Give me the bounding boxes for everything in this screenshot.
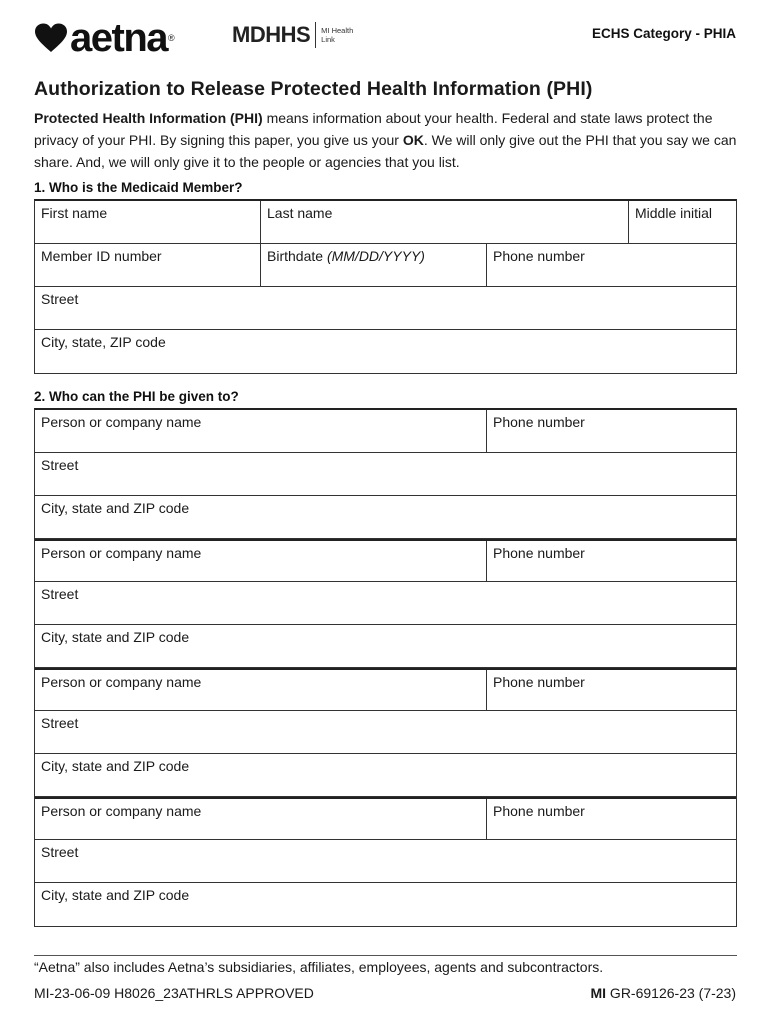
recipient-city-row — [35, 883, 736, 926]
recipient-name-field[interactable]: Person or company name — [35, 799, 487, 839]
page-title: Authorization to Release Protected Health Information (PHI) — [34, 78, 593, 100]
recipient-name-field[interactable]: Person or company name — [35, 670, 487, 710]
member-city-row — [35, 330, 736, 373]
member-street-row — [35, 287, 736, 330]
recipient-name-row — [35, 797, 736, 840]
recipient-name-row — [35, 410, 736, 453]
mi-health-link-text: MI Health Link — [321, 26, 354, 44]
intro-paragraph: Protected Health Information (PHI) means information about your health. Federal and state laws protect the privacy of your PHI. By signing this paper, you give us your OK. We will only give out the PHI that you say we can share. And, we will only give it to the people or agencies that you list. — [34, 110, 737, 170]
recipient-name-field[interactable]: Person or company name — [35, 410, 487, 452]
approval-code: MI-23-06-09 H8026_23ATHRLS APPROVED — [34, 985, 314, 1001]
recipient-name-field[interactable]: Person or company name — [35, 541, 487, 581]
recipient-city-field[interactable]: City, state and ZIP code — [41, 887, 190, 903]
recipient-phone-field[interactable]: Phone number — [493, 803, 585, 819]
member-street-field[interactable]: Street — [41, 291, 79, 307]
recipient-street-row — [35, 453, 736, 496]
aetna-definition-note: “Aetna” also includes Aetna’s subsidiaries, affiliates, employees, agents and subcontractors. — [34, 959, 604, 975]
middle-initial-field[interactable]: Middle initial — [635, 205, 713, 221]
recipients-table — [34, 408, 737, 927]
aetna-logo: aetna ® — [34, 16, 175, 60]
member-phone-field[interactable]: Phone number — [493, 248, 585, 264]
recipient-phone-field[interactable]: Phone number — [493, 414, 585, 430]
member-city-field[interactable]: City, state, ZIP code — [41, 334, 166, 350]
recipient-phone-field[interactable]: Phone number — [493, 545, 585, 561]
first-name-field[interactable]: First name — [35, 201, 261, 243]
member-name-row — [35, 201, 736, 244]
recipient-street-row — [35, 711, 736, 754]
section-1-heading: 1. Who is the Medicaid Member? — [34, 180, 243, 195]
section-2-heading: 2. Who can the PHI be given to? — [34, 389, 239, 404]
recipient-city-row — [35, 625, 736, 668]
form-number: MI GR-69126-23 (7-23) — [590, 985, 736, 1001]
heart-icon — [34, 23, 68, 53]
recipient-city-field[interactable]: City, state and ZIP code — [41, 629, 190, 645]
recipient-street-field[interactable]: Street — [41, 457, 79, 473]
birthdate-field[interactable]: Birthdate (MM/DD/YYYY) — [261, 244, 487, 286]
mdhhs-wordmark: MDHHS — [232, 22, 311, 47]
footer-divider — [34, 955, 737, 956]
recipient-name-row — [35, 668, 736, 711]
last-name-field[interactable]: Last name — [261, 201, 629, 243]
member-id-row — [35, 244, 736, 287]
recipient-street-row — [35, 582, 736, 625]
member-id-field[interactable]: Member ID number — [35, 244, 261, 286]
echs-category: ECHS Category - PHIA — [591, 26, 736, 41]
recipient-city-row — [35, 754, 736, 797]
recipient-street-field[interactable]: Street — [41, 586, 79, 602]
recipient-street-field[interactable]: Street — [41, 844, 79, 860]
mdhhs-logo — [232, 22, 353, 48]
recipient-street-field[interactable]: Street — [41, 715, 79, 731]
recipient-name-row — [35, 539, 736, 582]
recipient-city-field[interactable]: City, state and ZIP code — [41, 758, 190, 774]
aetna-wordmark: aetna — [70, 16, 167, 60]
recipient-city-row — [35, 496, 736, 539]
member-info-table — [34, 199, 737, 374]
recipient-city-field[interactable]: City, state and ZIP code — [41, 500, 190, 516]
page-header — [0, 0, 770, 70]
recipient-phone-field[interactable]: Phone number — [493, 674, 585, 690]
recipient-street-row — [35, 840, 736, 883]
